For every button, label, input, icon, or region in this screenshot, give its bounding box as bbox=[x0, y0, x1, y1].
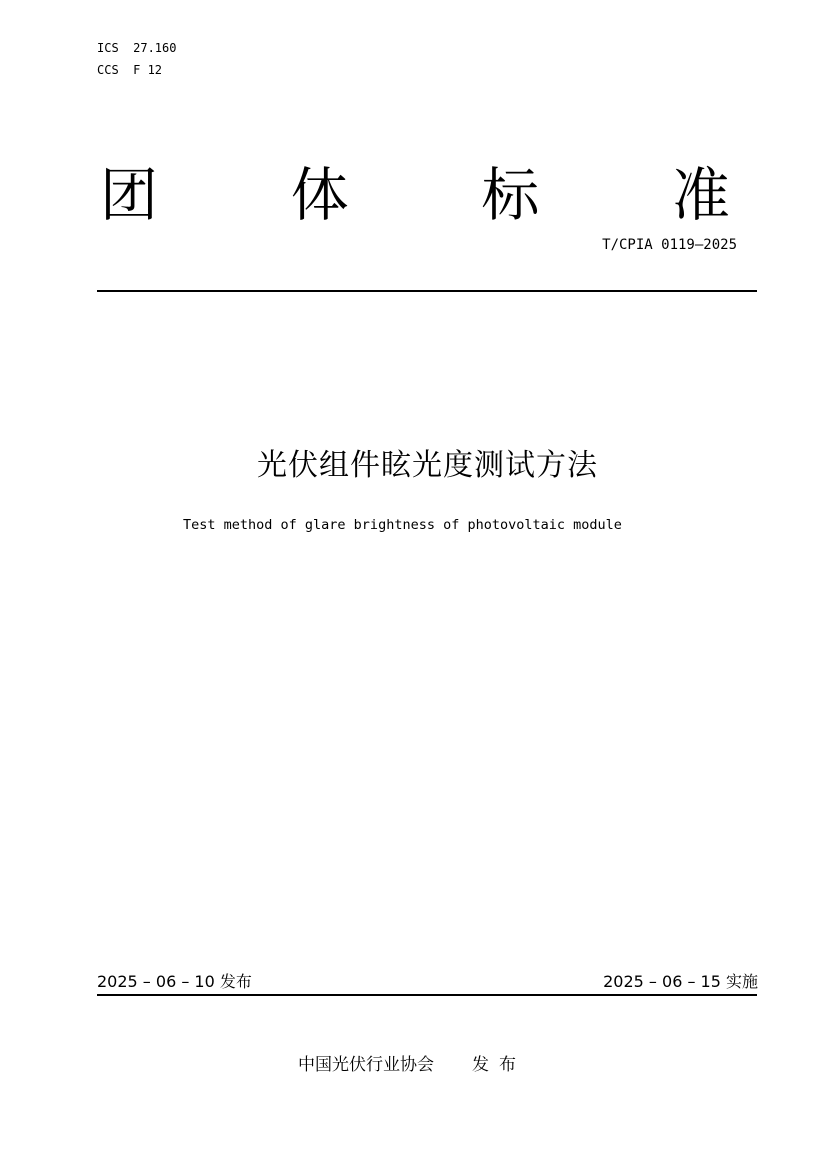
top-divider bbox=[97, 290, 757, 292]
publisher-name: 中国光伏行业协会 bbox=[298, 1055, 434, 1075]
standard-type-char: 团 bbox=[100, 161, 159, 229]
standard-number: T/CPIA 0119—2025 bbox=[602, 237, 737, 253]
standard-type-char: 标 bbox=[481, 161, 540, 229]
implementation-date: 2025 – 06 – 15 实施 bbox=[603, 972, 758, 991]
release-date: 2025 – 06 – 10 发布 bbox=[97, 972, 252, 991]
document-title-zh: 光伏组件眩光度测试方法 bbox=[257, 448, 598, 483]
document-title-en: Test method of glare brightness of photovoltaic module bbox=[183, 517, 622, 533]
ics-code: ICS 27.160 bbox=[97, 41, 177, 55]
standard-type-char: 体 bbox=[290, 161, 349, 229]
publisher-line bbox=[298, 1054, 526, 1076]
publisher-action: 发布 bbox=[472, 1055, 526, 1075]
standard-type-char: 准 bbox=[671, 161, 730, 229]
bottom-divider bbox=[97, 994, 757, 996]
ccs-code: CCS F 12 bbox=[97, 63, 163, 77]
standard-type-heading bbox=[100, 160, 730, 230]
